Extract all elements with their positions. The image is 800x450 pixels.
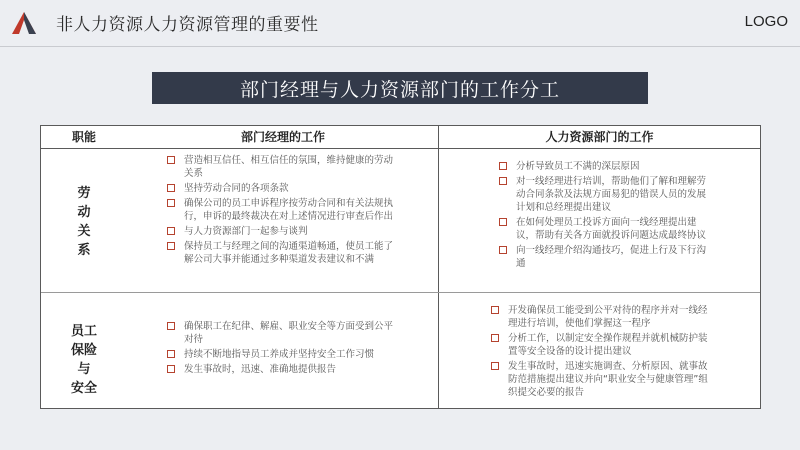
header-role: 职能 (71, 130, 96, 144)
bullet-icon (499, 246, 507, 254)
manager-list-safety (167, 320, 397, 378)
bullet-icon (167, 322, 175, 330)
responsibility-table (40, 125, 761, 409)
list-item: 分析工作，以制定安全操作规程并就机械防护装置等安全设备的设计提出建议 (491, 332, 713, 358)
role-labor-relations: 劳 动 关 系 (77, 186, 91, 258)
row-divider (41, 292, 760, 293)
list-item: 向一线经理介绍沟通技巧，促进上行及下行沟通 (499, 244, 709, 270)
banner-title: 部门经理与人力资源部门的工作分工 (239, 78, 560, 101)
manager-list-labor (167, 154, 397, 268)
bullet-icon (491, 362, 499, 370)
bullet-icon (499, 218, 507, 226)
list-item: 对一线经理进行培训，帮助他们了解和理解劳动合同条款及法规方面易犯的错误人员的发展计划和总经理提出建议 (499, 175, 709, 214)
list-item: 发生事故时，迅速、准确地提供报告 (167, 363, 397, 376)
bullet-icon (167, 199, 175, 207)
page-title: 非人力资源人力资源管理的重要性 (56, 15, 319, 35)
list-item: 确保职工在纪律、解雇、职业安全等方面受到公平对待 (167, 320, 397, 346)
bullet-icon (167, 242, 175, 250)
header-hr: 人力资源部门的工作 (545, 130, 654, 144)
list-item: 与人力资源部门一起参与谈判 (167, 225, 397, 238)
bullet-icon (491, 334, 499, 342)
table-header-row (41, 126, 760, 149)
header-bar (0, 0, 800, 46)
header-manager: 部门经理的工作 (240, 130, 325, 144)
list-item: 发生事故时，迅速实施调查、分析原因、就事故防范措施提出建议并向“职业安全与健康管理”组织提交必要的报告 (491, 360, 713, 399)
hr-list-safety (491, 304, 713, 401)
bullet-icon (499, 162, 507, 170)
list-item: 分析导致员工不满的深层原因 (499, 160, 709, 173)
list-item: 营造相互信任、相互信任的氛围，维持健康的劳动关系 (167, 154, 397, 180)
list-item: 开发确保员工能受到公平对待的程序并对一线经理进行培训，使他们掌握这一程序 (491, 304, 713, 330)
bullet-icon (491, 306, 499, 314)
hr-list-labor (499, 160, 709, 272)
role-insurance-safety: 员工 保险 与 安全 (70, 324, 97, 396)
bullet-icon (167, 365, 175, 373)
list-item: 持续不断地指导员工养成并坚持安全工作习惯 (167, 348, 397, 361)
bullet-icon (167, 227, 175, 235)
bullet-icon (499, 177, 507, 185)
list-item: 保持员工与经理之间的沟通渠道畅通，使员工能了解公司大事并能通过多种渠道发表建议和不满 (167, 240, 397, 266)
header-divider (0, 46, 800, 47)
list-item: 坚持劳动合同的各项条款 (167, 182, 397, 195)
list-item: 确保公司的员工申诉程序按劳动合同和有关法规执行，申诉的最终裁决在对上述情况进行审查后作出 (167, 197, 397, 223)
logo-text: LOGO (744, 13, 788, 30)
bullet-icon (167, 156, 175, 164)
list-item: 在如何处理员工投诉方面向一线经理提出建议，帮助有关各方面就投诉问题达成最终协议 (499, 216, 709, 242)
bullet-icon (167, 184, 175, 192)
column-divider (438, 126, 439, 408)
bullet-icon (167, 350, 175, 358)
section-banner (152, 72, 648, 104)
triangle-logo-icon (11, 10, 37, 36)
